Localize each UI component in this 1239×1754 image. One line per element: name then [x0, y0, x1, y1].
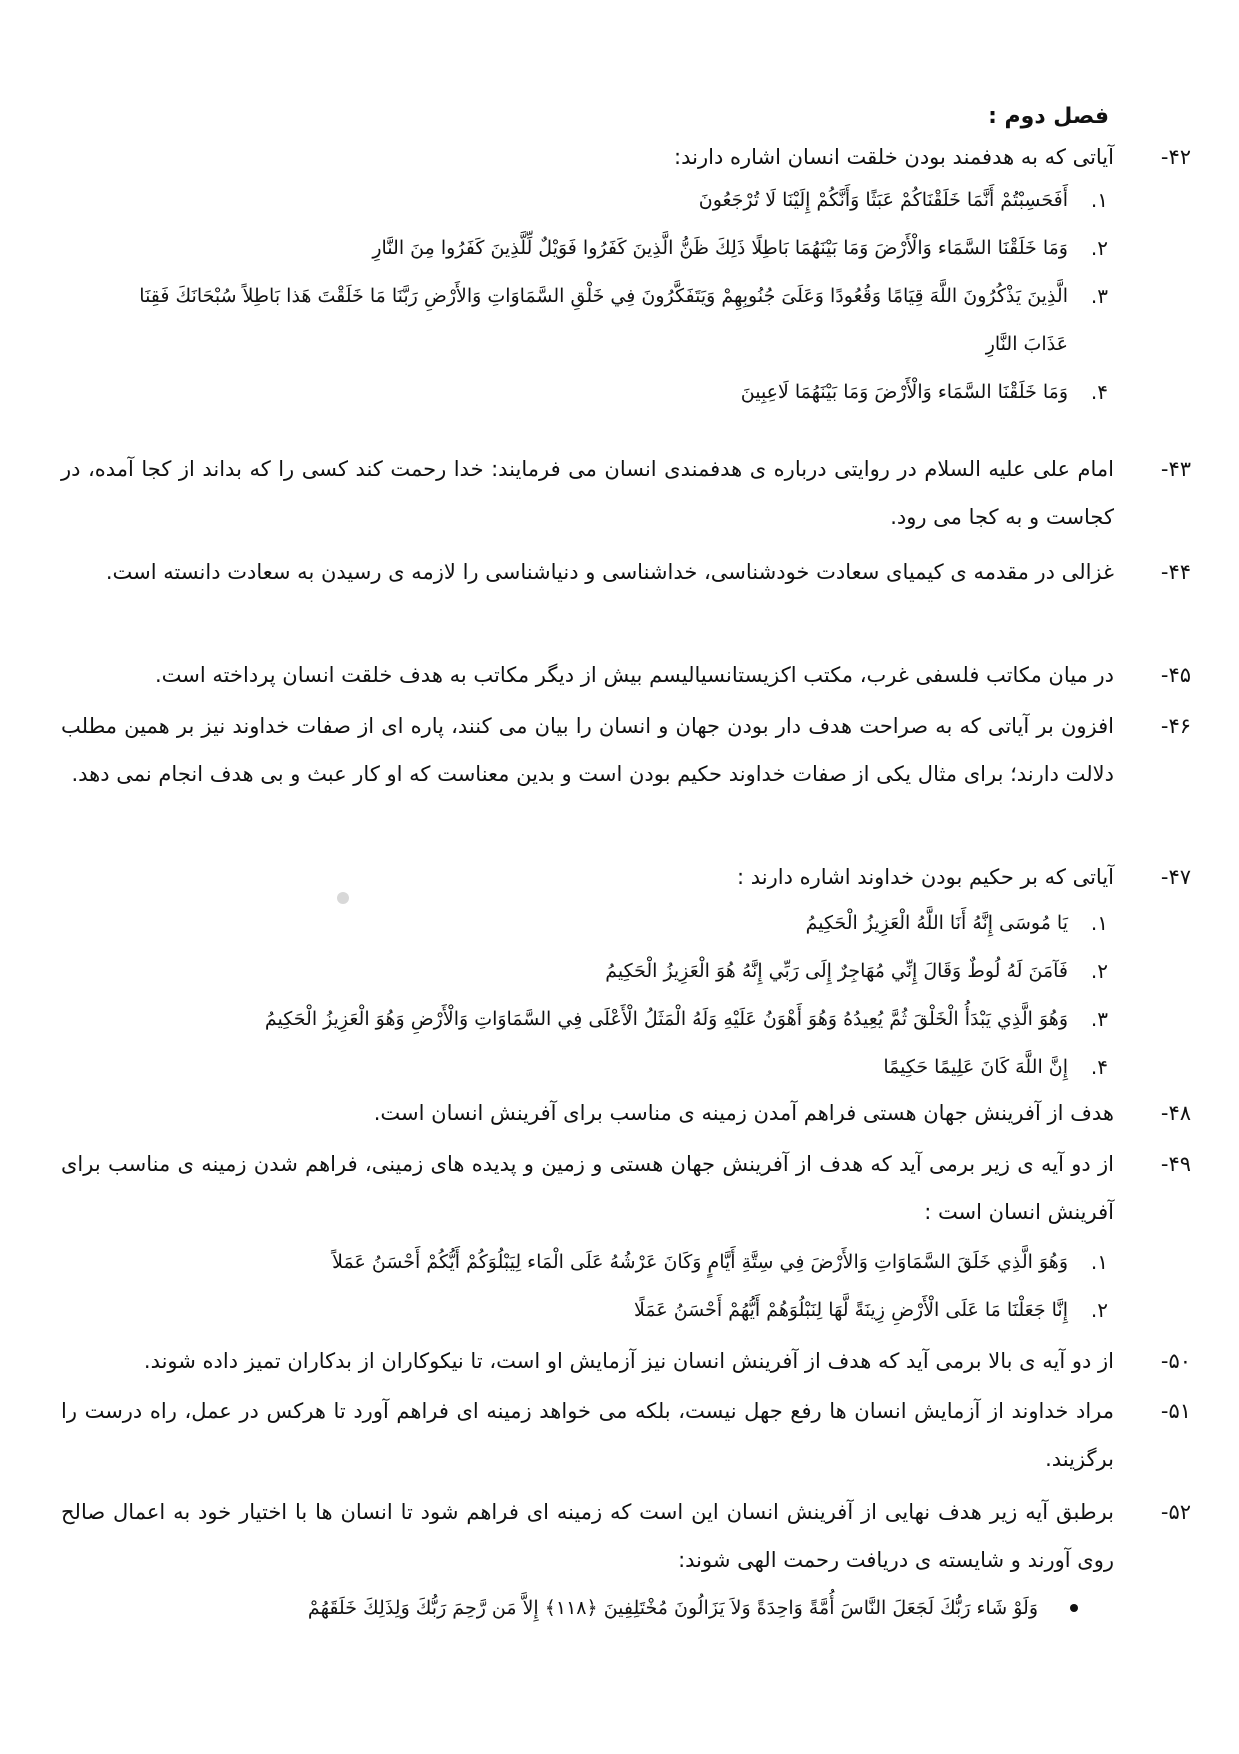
verse-item — [103, 1043, 1108, 1091]
item-text: از دو آیه ی زیر برمی آید که هدف از آفرینش جهان هستی و زمین و پدیده های زمینی، فراهم شدن زمینه ی مناسب برای آفرینش انسان است : — [61, 1152, 1114, 1224]
verse-item — [103, 947, 1108, 995]
verse-item — [103, 224, 1108, 272]
verse-list-49 — [103, 1238, 1108, 1334]
verse-item — [103, 899, 1108, 947]
item-number: ۴۹- — [1160, 1152, 1191, 1176]
item-text: در میان مکاتب فلسفی غرب، مکتب اکزیستانسیالیسم بیش از دیگر مکاتب به هدف خلقت انسان پرداخته است. — [155, 663, 1114, 687]
item-52 — [61, 1488, 1191, 1584]
item-46 — [61, 702, 1191, 798]
verse-list-52 — [103, 1584, 1078, 1632]
item-47 — [61, 853, 1191, 901]
item-49 — [61, 1140, 1191, 1236]
verse-item — [103, 995, 1108, 1043]
verse-text: وَلَوْ شَاء رَبُّكَ لَجَعَلَ النَّاسَ أُمَّةً وَاحِدَةً وَلاَ يَزَالُونَ مُخْتَلِفِينَ ﴿۱۱۸﴾ إِلاَّ مَن رَّحِمَ رَبُّكَ وَلِذَلِكَ خَلَقَهُمْ — [307, 1597, 1038, 1619]
item-43 — [61, 445, 1191, 541]
verse-item — [103, 176, 1108, 224]
item-number: ۴۷- — [1160, 865, 1191, 889]
item-text: هدف از آفرینش جهان هستی فراهم آمدن زمینه ی مناسب برای آفرینش انسان است. — [373, 1101, 1114, 1125]
chapter-title: فصل دوم : — [988, 104, 1109, 129]
verse-number: ۲. — [1090, 959, 1108, 983]
verse-text: يَا مُوسَى إِنَّهُ أَنَا اللَّهُ الْعَزِيزُ الْحَكِيمُ — [805, 912, 1068, 934]
verse-text: وَهُوَ الَّذِي خَلَقَ السَّمَاوَاتِ وَالأَرْضَ فِي سِتَّةِ أَيَّامٍ وَكَانَ عَرْشُهُ عَلَى الْمَاء لِيَبْلُوَكُمْ أَيُّكُمْ أَحْسَنُ عَمَلاً — [332, 1251, 1068, 1273]
verse-item — [103, 368, 1108, 416]
item-number: ۴۳- — [1160, 457, 1191, 481]
item-42 — [61, 133, 1191, 181]
verse-text: الَّذِينَ يَذْكُرُونَ اللَّهَ قِيَامًا وَقُعُودًا وَعَلَىَ جُنُوبِهِمْ وَيَتَفَكَّرُونَ فِي خَلْقِ السَّمَاوَاتِ وَالأَرْضِ رَبَّنَا مَا خَلَقْتَ هَذا بَاطِلاً سُبْحَانَكَ فَقِنَا عَذَابَ النَّارِ — [139, 285, 1068, 355]
verse-item — [103, 272, 1108, 368]
verse-text: وَمَا خَلَقْنَا السَّمَاء وَالْأَرْضَ وَمَا بَيْنَهُمَا لَاعِبِينَ — [740, 381, 1068, 403]
item-number: ۴۴- — [1160, 560, 1191, 584]
item-text: برطبق آیه زیر هدف نهایی از آفرینش انسان این است که زمینه ای فراهم شود تا انسان ها با اختیار خود به اعمال صالح روی آورند و شایسته ی دریافت رحمت الهی شوند: — [61, 1500, 1114, 1572]
item-45 — [61, 651, 1191, 699]
verse-item — [103, 1286, 1108, 1334]
item-number: ۴۵- — [1160, 663, 1191, 687]
item-number: ۵۱- — [1160, 1399, 1191, 1423]
verse-item — [103, 1238, 1108, 1286]
bullet-icon — [1070, 1604, 1078, 1612]
item-text: مراد خداوند از آزمایش انسان ها رفع جهل نیست، بلکه می خواهد زمینه ای فراهم آورد تا هرکس در عمل، راه درست را برگزیند. — [61, 1399, 1114, 1471]
verse-number: ۳. — [1090, 284, 1108, 308]
item-number: ۴۲- — [1160, 145, 1191, 169]
scan-artifact-dot — [337, 892, 349, 904]
item-text: امام علی علیه السلام در روایتی درباره ی هدفمندی انسان می فرمایند: خدا رحمت کند کسی را که بداند از کجا آمده، در کجاست و به کجا می رود. — [61, 457, 1114, 529]
item-text: غزالی در مقدمه ی کیمیای سعادت خودشناسی، خداشناسی و دنیاشناسی را لازمه ی رسیدن به سعادت دانسته است. — [105, 560, 1114, 584]
verse-text: وَهُوَ الَّذِي يَبْدَأُ الْخَلْقَ ثُمَّ يُعِيدُهُ وَهُوَ أَهْوَنُ عَلَيْهِ وَلَهُ الْمَثَلُ الْأَعْلَى فِي السَّمَاوَاتِ وَالْأَرْضِ وَهُوَ الْعَزِيزُ الْحَكِيمُ — [264, 1008, 1068, 1030]
verse-text: إِنَّ اللَّهَ كَانَ عَلِيمًا حَكِيمًا — [883, 1056, 1068, 1078]
verse-number: ۳. — [1090, 1007, 1108, 1031]
verse-number: ۲. — [1090, 1298, 1108, 1322]
verse-list-47 — [103, 899, 1108, 1091]
item-number: ۵۲- — [1160, 1500, 1191, 1524]
item-text: افزون بر آیاتی که به صراحت هدف دار بودن جهان و انسان را بیان می کنند، پاره ای از صفات خداوند نیز بر همین مطلب دلالت دارند؛ برای مثال یکی از صفات خداوند حکیم بودن است و بدین معناست که او کار عبث و بی هدف انجام نمی دهد. — [61, 714, 1114, 786]
item-number: ۴۶- — [1160, 714, 1191, 738]
item-number: ۴۸- — [1160, 1101, 1191, 1125]
verse-number: ۱. — [1090, 1250, 1108, 1274]
verse-number: ۴. — [1090, 1055, 1108, 1079]
verse-list-42 — [103, 176, 1108, 416]
item-text: از دو آیه ی بالا برمی آید که هدف از آفرینش انسان نیز آزمایش او است، تا نیکوکاران از بدکاران تمیز داده شوند. — [143, 1349, 1114, 1373]
verse-number: ۱. — [1090, 188, 1108, 212]
item-text: آیاتی که به هدفمند بودن خلقت انسان اشاره دارند: — [674, 145, 1114, 169]
verse-number: ۱. — [1090, 911, 1108, 935]
item-50 — [61, 1337, 1191, 1385]
item-text: آیاتی که بر حکیم بودن خداوند اشاره دارند : — [737, 865, 1114, 889]
verse-item — [103, 1584, 1078, 1632]
verse-number: ۴. — [1090, 380, 1108, 404]
verse-text: فَآمَنَ لَهُ لُوطٌ وَقَالَ إِنِّي مُهَاجِرٌ إِلَى رَبِّي إِنَّهُ هُوَ الْعَزِيزُ الْحَكِيمُ — [605, 960, 1068, 982]
verse-text: إِنَّا جَعَلْنَا مَا عَلَى الْأَرْضِ زِينَةً لَّهَا لِنَبْلُوَهُمْ أَيُّهُمْ أَحْسَنُ عَمَلًا — [634, 1299, 1068, 1321]
item-number: ۵۰- — [1160, 1349, 1191, 1373]
item-44 — [61, 548, 1191, 596]
verse-number: ۲. — [1090, 236, 1108, 260]
item-48 — [61, 1089, 1191, 1137]
verse-text: أَفَحَسِبْتُمْ أَنَّمَا خَلَقْنَاكُمْ عَبَثًا وَأَنَّكُمْ إِلَيْنَا لَا تُرْجَعُونَ — [698, 189, 1068, 211]
verse-text: وَمَا خَلَقْنَا السَّمَاء وَالْأَرْضَ وَمَا بَيْنَهُمَا بَاطِلًا ذَلِكَ ظَنُّ الَّذِينَ كَفَرُوا فَوَيْلٌ لِّلَّذِينَ كَفَرُوا مِنَ النَّارِ — [372, 237, 1068, 259]
item-51 — [61, 1387, 1191, 1483]
